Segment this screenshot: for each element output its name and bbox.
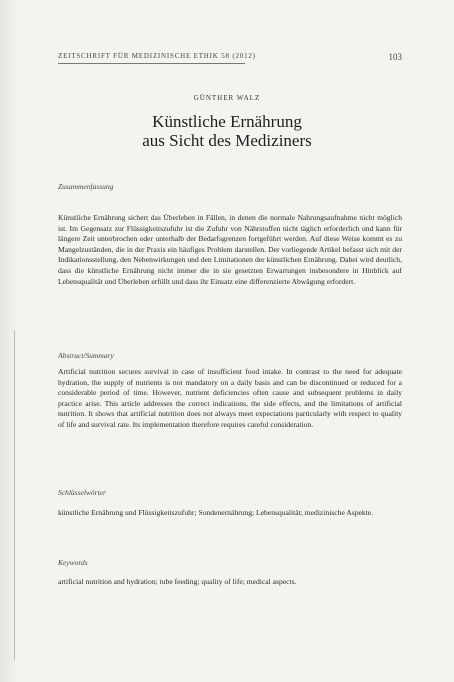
abstract-heading: Abstract/Summary bbox=[58, 351, 114, 360]
title-line-2: aus Sicht des Mediziners bbox=[142, 131, 312, 150]
zusammenfassung-heading: Zusammenfassung bbox=[58, 182, 114, 191]
article-title bbox=[0, 112, 454, 150]
running-head bbox=[58, 52, 402, 62]
title-line-1: Künstliche Ernährung bbox=[152, 112, 302, 131]
journal-name: ZEITSCHRIFT FÜR MEDIZINISCHE ETHIK 58 (2012) bbox=[58, 52, 256, 60]
spine-margin-line bbox=[14, 330, 15, 660]
keywords-text: artificial nutrition and hydration; tube feeding; quality of life; medical aspects. bbox=[58, 577, 297, 586]
keywords-heading: Keywords bbox=[58, 558, 88, 567]
page-spine-shadow bbox=[0, 0, 18, 682]
schluesselwoerter-heading: Schlüsselwörter bbox=[58, 488, 106, 497]
abstract-text: Artificial nutrition secures survival in case of insufficient food intake. In contrast to the need for adequate hydration, the supply of nutrients is not mandatory on a daily basis and can be discontinued or reduced for a considerable period of time. However, nutrient deficiencies often cause and subsequent problems in daily practice arise. This article addresses the correct indications, the side effects, and the limitations of artificial nutrition. It shows that artificial nutrition does not always meet expectations particularly with respect to quality of life and survival rate. Its implementation therefore requires careful consideration. bbox=[58, 367, 402, 429]
zusammenfassung-text: Künstliche Ernährung sichert das Überleben in Fällen, in denen die normale Nahrungsaufnahme nicht möglich ist. Im Gegensatz zur Flüssigkeitszufuhr ist die Zufuhr von Nährstoffen nicht täglich erforderlich und kann für längere Zeit unterbrochen oder unterhalb der Bedarfsgrenzen fortgeführt werden. Auf diese Weise kommt es zu Mangelzuständen, die in der Praxis ein häufiges Problem darstellen. Der vorliegende Artikel befasst sich mit der Indikationsstellung, den Nebenwirkungen und den Limitationen der künstlichen Ernährung. Dabei wird deutlich, dass die künstliche Ernährung nicht immer die in sie gesetzten Erwartungen insbesondere in Hinblick auf Lebensqualität und Überleben erfüllt und dass ihr Einsatz eine differenzierte Abwägung erfordert. bbox=[58, 213, 402, 286]
schluesselwoerter-text: künstliche Ernährung und Flüssigkeitszufuhr; Sondenernährung; Lebensqualität; medizinische Aspekte. bbox=[58, 508, 374, 517]
author-name: GÜNTHER WALZ bbox=[193, 94, 261, 102]
running-head-rule bbox=[58, 63, 245, 64]
page-number: 103 bbox=[388, 52, 402, 62]
